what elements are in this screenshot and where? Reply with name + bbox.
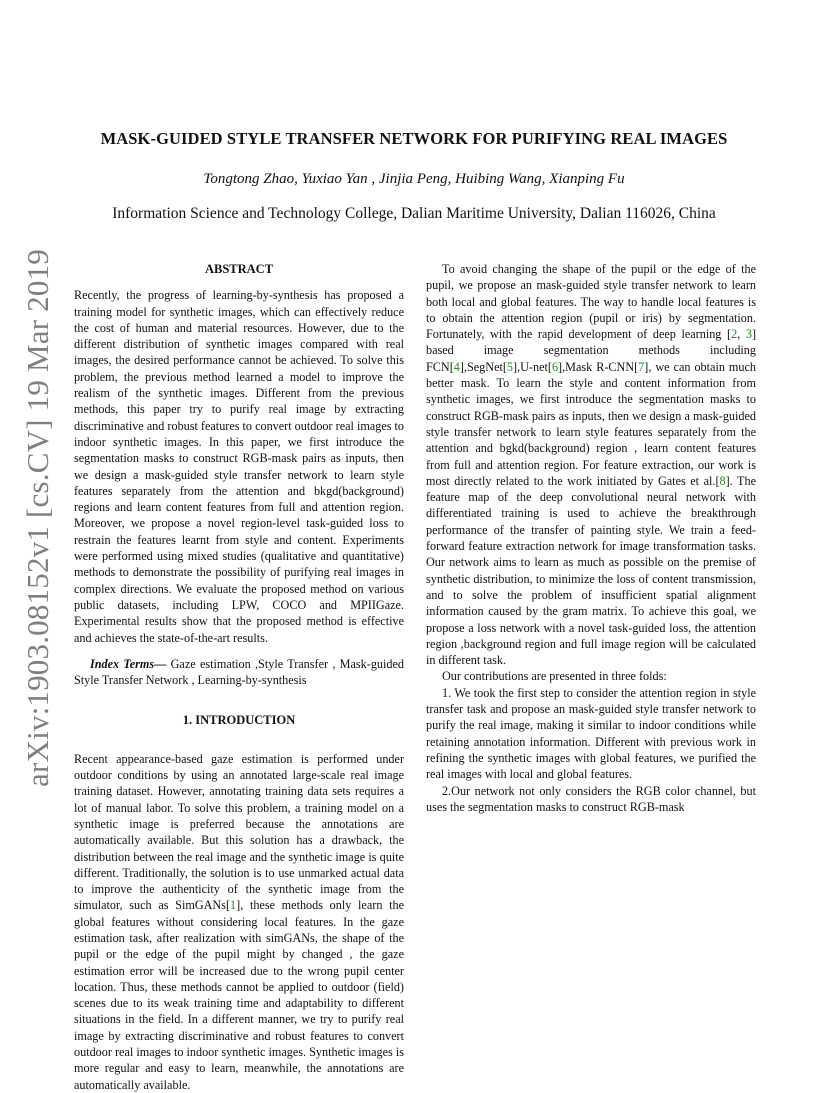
left-column	[74, 261, 404, 1093]
introduction-paragraph-2	[426, 261, 756, 668]
introduction-paragraph-1	[74, 751, 404, 1093]
introduction-paragraph-4: 1. We took the first step to consider the attention region in style transfer task and propose an mask-guided style transfer network to purify the real image, making it similar to indoor conditions while retaining annotation information. Different with previous work in refining the synthetic images with global features, we purified the real images with local and global features.	[426, 685, 756, 782]
abstract-heading: ABSTRACT	[204, 262, 274, 276]
index-terms-label: Index Terms—	[90, 656, 167, 671]
paragraph-text: Recent appearance-based gaze estimation is performed under outdoor conditions by using an annotated large-scale real image training dataset. However, annotating training data sets requires a lot of manual labor. To solve this problem, a training model on a synthetic image is preferred because the annotations are automatically available. But this solution has a drawback, the distribution between the real image and the synthetic image is quite different. Traditionally, the solution is to use unmarked actual data to improve the authenticity of the synthetic image from the simulator, such as SimGANs[	[74, 751, 404, 913]
paper-title: MASK-GUIDED STYLE TRANSFER NETWORK FOR PURIFYING REAL IMAGES	[100, 129, 728, 148]
citation-link[interactable]: 5	[506, 359, 514, 374]
author-list: Tongtong Zhao, Yuxiao Yan , Jinjia Peng, Huibing Wang, Xianping Fu	[203, 171, 625, 187]
introduction-paragraph-3: Our contributions are presented in three folds:	[442, 669, 667, 684]
citation-link[interactable]: 2	[731, 327, 738, 342]
paragraph-text: ], we can obtain much better mask. To learn the style and content information from synthetic images, we first introduce the segmentation masks to construct RGB-mask pairs as inputs, then we design a mask-guided style transfer network to learn style features separately from the attention and bgkd(background) region , learn content features from full and attention region. For feature extraction, our work is most directly related to the work initiated by Gates et al.[	[426, 359, 756, 488]
citation-link[interactable]: 1	[230, 898, 237, 913]
arxiv-side-stamp: arXiv:1903.08152v1 [cs.CV] 19 Mar 2019	[20, 249, 55, 787]
paragraph-text: ],U-net[	[513, 359, 552, 374]
citation-link[interactable]: 3	[745, 327, 752, 342]
abstract-body: Recently, the progress of learning-by-synthesis has proposed a training model for synthetic images, which can effectively reduce the cost of human and material resources. However, due to the different distribution of synthetic images compared with real images, the desired performance cannot be achieved. To solve this problem, the previous method learned a model to improve the realism of the synthetic images. Different from the previous methods, this paper try to purify real image by extracting discriminative and robust features to convert outdoor real images to indoor synthetic images. In this paper, we first introduce the segmentation masks to construct RGB-mask pairs as inputs, then we design a mask-guided style transfer network to learn style features separately from the attention and bkgd(background) regions and learn content features from full and attention region. Moreover, we propose a novel region-level task-guided loss to restrain the features learnt from style and content. Experiments were performed using mixed studies (qualitative and quantitative) methods to demonstrate the possibility of purifying real images in complex directions. We evaluate the proposed method on various public datasets, including LPW, COCO and MPIIGaze. Experimental results show that the proposed method is effective and achieves the state-of-the-art results.	[74, 288, 404, 645]
paragraph-text: ] based image segmentation methods including FCN[	[426, 327, 757, 374]
citation-link[interactable]: 4	[453, 359, 460, 374]
index-terms-text: Gaze estimation ,Style Transfer , Mask-guided Style Transfer Network , Learning-by-synthesis	[74, 656, 404, 688]
paragraph-text: ],SegNet[	[459, 359, 507, 374]
introduction-paragraph-5: 2.Our network not only considers the RGB color channel, but uses the segmentation masks to construct RGB-mask	[426, 783, 756, 814]
citation-link[interactable]: 8	[719, 473, 726, 488]
index-terms	[74, 656, 404, 689]
paragraph-text: ]. The feature map of the deep convolutional neural network with differentiated training is used to achieve the breakthrough performance of the transfer of painting style. We train a feed-forward feature extraction network for image transformation tasks. Our network aims to learn as much as possible on the premise of synthetic distribution, to minimize the loss of content transmission, and to solve the problem of insufficient spatial alignment information caused by the gram matrix. To achieve this goal, we propose a loss network with a novel task-guided loss, the attention region ,background region and full image region will be calculated in different task.	[426, 473, 756, 668]
paragraph-text: ,	[737, 327, 746, 342]
affiliation: Information Science and Technology College, Dalian Maritime University, Dalian 116026, China	[112, 205, 716, 222]
paragraph-text: ], these methods only learn the global features without considering local features. In the gaze estimation task, after realization with simGANs, the shape of the pupil or the edge of the pupil might by changed , the gaze estimation error will be increased due to the wrong pupil center location. Thus, these methods cannot be applied to outdoor (field) scenes due to its weak training time and adaptability to different situations in the field. In a different manner, we try to purify real image by extracting discriminative and robust features to convert outdoor real images to indoor synthetic images. Synthetic images is more regular and easy to learn, meanwhile, the annotations are automatically available.	[74, 898, 404, 1092]
paragraph-text: To avoid changing the shape of the pupil or the edge of the pupil, we propose an mask-guided style transfer network to learn both local and global features. The way to handle local features is to obtain the attention region (pupil or iris) by segmentation. Fortunately, with the rapid development of deep learning [	[426, 262, 756, 342]
paragraph-text: ],Mask R-CNN[	[558, 359, 639, 374]
right-column	[426, 261, 756, 815]
citation-link[interactable]: 6	[551, 359, 559, 374]
citation-link[interactable]: 7	[638, 359, 645, 374]
introduction-heading: 1. INTRODUCTION	[182, 713, 296, 728]
